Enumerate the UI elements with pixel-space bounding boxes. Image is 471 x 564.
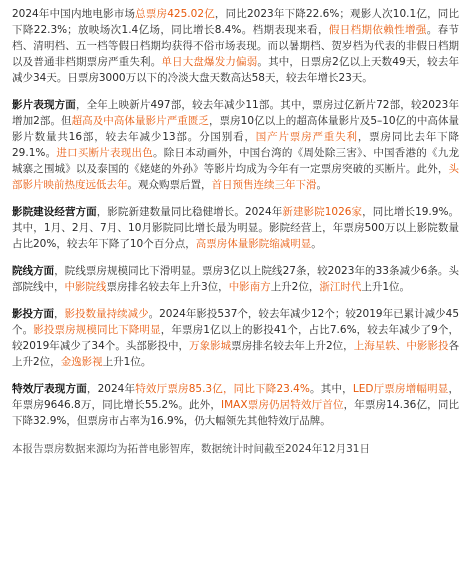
total-box-office-highlight: 总票房425.02亿	[135, 8, 215, 20]
investment-heading: 影投方面	[12, 308, 55, 320]
film-performance-paragraph: 影片表现方面，全年上映新片497部，较去年减少11部。其中，票房过亿新片72部，较2023年增加2部。但超高及中高体量影片严重匮乏，票房10亿以上的超高体量影片及5–10亿的中高体量影片数量共16部，较去年减少13部。分国别看，国产片票房严重失利，票房同比去年下降29.1%。进口买断片表现出色。除日本动画外，中国台湾的《周处除三害》、中国香港的《九龙城寨之围城》以及泰国的《姥姥的外孙》等影片均成为今年有一定票房突破的买断片。此外，头部影片映前热度远低去年。观众购票后置，首日预售连续三年下滑。	[12, 99, 460, 191]
film-performance-heading: 影片表现方面	[12, 99, 76, 111]
market-overview-paragraph: 2024年中国内地电影市场总票房425.02亿，同比2023年下降22.6%；观影人次10.1亿，同比下降22.3%；放映场次1.4亿场，同比增长8.4%。档期表现来看，假日档期依赖性增强。春节档、清明档、五一档等假日档期均获得不俗市场表现。而以暑期档、贺岁档为代表的非假日档期以及普通非档期票房严重失利。单日大盘爆发力偏弱。其中，日票房2亿以上天数49天，较去年减少34天。日票房3000万以下的冷淡大盘天数高达58天，较去年增长23天。	[12, 8, 460, 84]
investment-paragraph: 影投方面，影投数量持续减少。2024年影投537个，较去年减少12个；较2019年已累计减少45个。影投票房规模同比下降明显，年票房1亿以上的影投41个，占比7.6%，较去年减少了9个，较2019年减少了34个。头部影投中，万象影城票房排名较去年上升2位，上海星轶、中影影投各上升2位，金逸影视上升1位。	[12, 308, 460, 368]
data-source-footnote: 本报告票房数据来源均为拓普电影智库，数据统计时间截至2024年12月31日	[12, 443, 370, 455]
special-hall-paragraph: 特效厅表现方面，2024年特效厅票房85.3亿，同比下降23.4%。其中，LED厅票房增幅明显，年票房9646.8万，同比增长55.2%。此外，IMAX票房仍居特效厅首位，年票房14.36亿，同比下降32.9%，但票房市占率为16.9%，仍大幅领先其他特效厅品牌。	[12, 383, 460, 427]
circuit-heading: 院线方面	[12, 265, 55, 277]
holiday-dependence-highlight: 假日档期依赖性增强	[328, 24, 427, 36]
circuit-paragraph: 院线方面，院线票房规模同比下滑明显。票房3亿以上院线27条，较2023年的33条减少6条。头部院线中，中影院线票房排名较去年上升3位，中影南方上升2位，浙江时代上升1位。	[12, 265, 459, 293]
daily-weakness-highlight: 单日大盘爆发力偏弱	[161, 56, 258, 68]
cinema-construction-heading: 影院建设经营方面	[12, 206, 97, 218]
special-hall-heading: 特效厅表现方面	[12, 383, 87, 395]
cinema-construction-paragraph: 影院建设经营方面，影院新建数量同比稳健增长。2024年新建影院1026家，同比增长19.9%。其中，1月、2月、7月、10月影院同比增长最为明显。影院经营上，年票房500万以上影院数量占比20%，较去年下降了10个百分点，高票房体量影院缩减明显。	[12, 206, 460, 250]
